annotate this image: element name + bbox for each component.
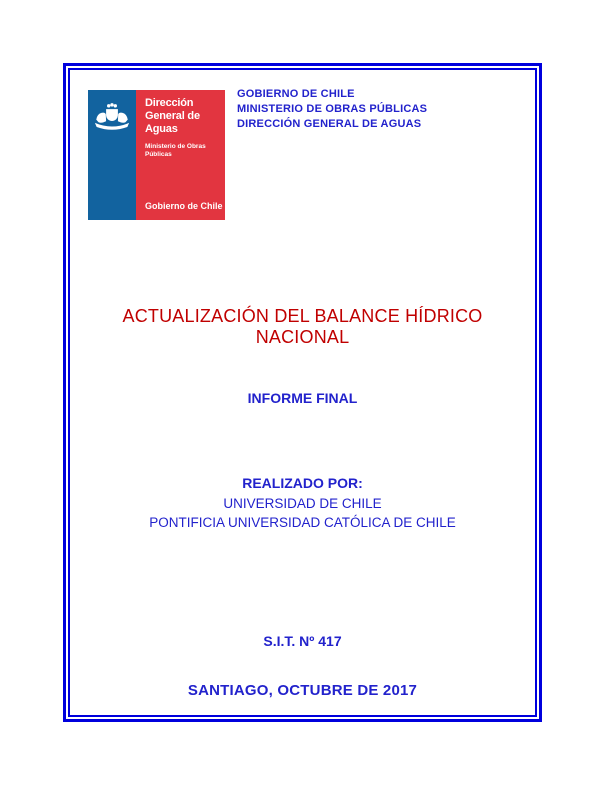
logo-agency-line: Dirección [145,97,194,109]
report-title-line: ACTUALIZACIÓN DEL BALANCE HÍDRICO [122,306,483,326]
logo-agency-line: Aguas [145,123,178,135]
logo-ministry-line: Ministerio de Obras [145,143,206,150]
logo-agency-line: General de [145,110,200,122]
author-name: PONTIFICIA UNIVERSIDAD CATÓLICA DE CHILE [149,515,456,530]
institution-header-line: GOBIERNO DE CHILE [237,88,355,100]
dga-logo [88,90,225,220]
report-title-line: NACIONAL [255,327,350,347]
report-title [63,306,542,348]
logo-ministry-line: Públicas [145,151,172,158]
logo-emblem-panel [88,90,136,220]
institution-header-line: DIRECCIÓN GENERAL DE AGUAS [237,118,422,130]
author-name: UNIVERSIDAD DE CHILE [223,496,382,511]
logo-text-panel [136,90,225,220]
place-date: SANTIAGO, OCTUBRE DE 2017 [187,682,418,699]
sit-number: S.I.T. Nº 417 [263,633,342,649]
chile-coat-of-arms-icon [91,101,133,133]
logo-agency-name [145,97,220,136]
authors-block [63,474,542,532]
authors-label: REALIZADO POR: [242,475,363,491]
logo-ministry-name [145,143,220,159]
report-subtitle: INFORME FINAL [247,390,358,406]
institution-header [237,87,427,132]
institution-header-line: MINISTERIO DE OBRAS PÚBLICAS [237,103,428,115]
logo-government-label: Gobierno de Chile [145,201,223,211]
